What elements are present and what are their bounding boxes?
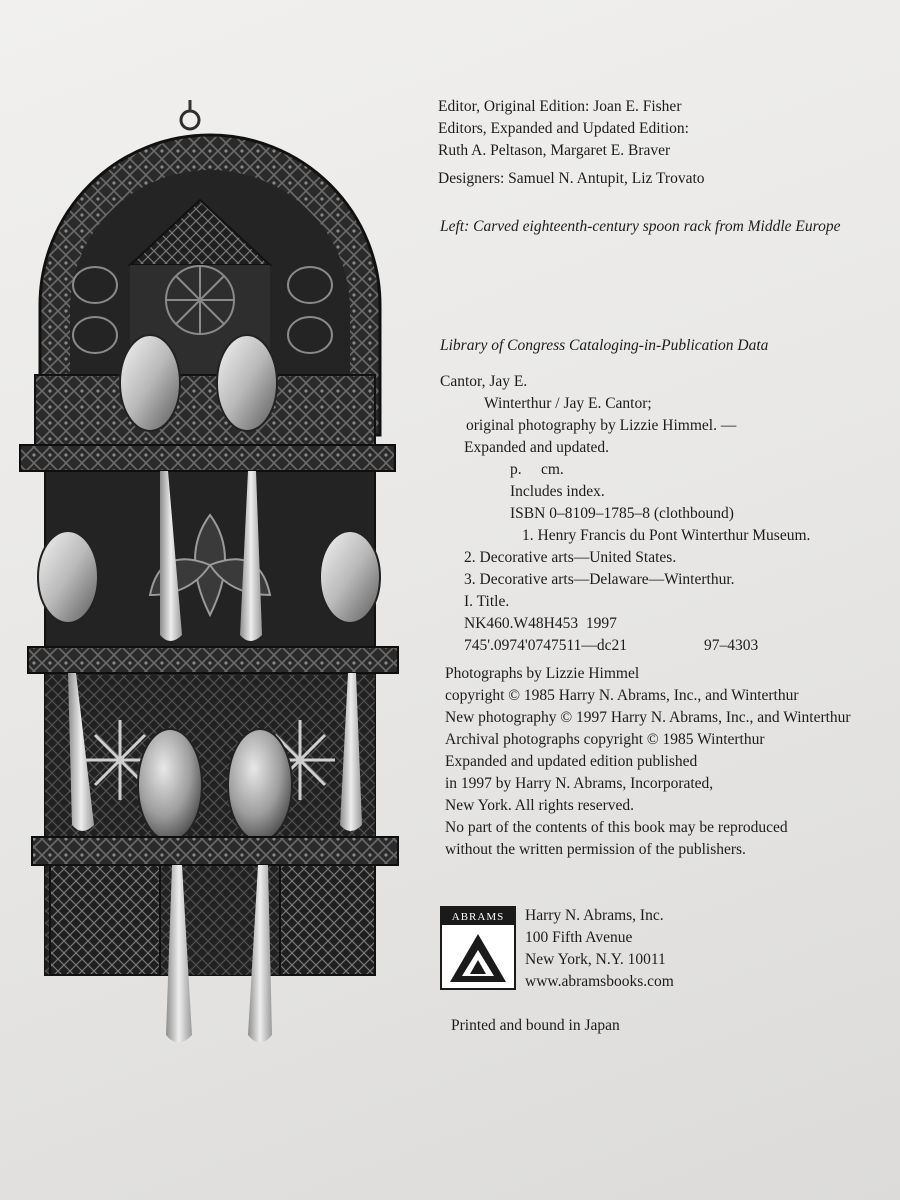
cip-line: NK460.W48H453 1997 [464, 615, 617, 632]
rights-line: No part of the contents of this book may be reproduced [445, 819, 788, 836]
cip-data-block [440, 371, 810, 657]
cip-line: Cantor, Jay E. [440, 373, 528, 390]
cip-line: I. Title. [464, 593, 510, 610]
abrams-logo [440, 906, 516, 990]
rights-line: Archival photographs copyright © 1985 Winterthur [445, 731, 765, 748]
cip-line: Winterthur / Jay E. Cantor; [484, 395, 652, 412]
rights-line: Photographs by Lizzie Himmel [445, 665, 640, 682]
spoon-rack-photo [10, 95, 410, 1055]
rights-line: copyright © 1985 Harry N. Abrams, Inc., and Winterthur [445, 687, 799, 704]
abrams-logo-text: ABRAMS [451, 911, 505, 923]
cip-line: 1. Henry Francis du Pont Winterthur Museum. [522, 527, 811, 544]
cip-line: 3. Decorative arts—Delaware—Winterthur. [464, 571, 735, 588]
cip-lc-line [440, 635, 810, 657]
editors-expanded-label: Editors, Expanded and Updated Edition: [438, 120, 689, 137]
rights-line: New photography © 1997 Harry N. Abrams, Inc., and Winterthur [445, 709, 851, 726]
rights-block [445, 663, 851, 861]
editors-expanded-names: Ruth A. Peltason, Margaret E. Braver [438, 142, 671, 159]
cip-line: p. cm. [510, 461, 564, 478]
cip-line: original photography by Lizzie Himmel. — [466, 417, 737, 434]
publisher-address [525, 905, 674, 993]
editor-original-edition: Editor, Original Edition: Joan E. Fisher [438, 98, 682, 115]
rights-line: in 1997 by Harry N. Abrams, Incorporated, [445, 775, 714, 792]
rights-line: without the written permission of the publishers. [445, 841, 746, 858]
designers-line: Designers: Samuel N. Antupit, Liz Trovato [438, 170, 705, 187]
rights-line: New York. All rights reserved. [445, 797, 634, 814]
publisher-website: www.abramsbooks.com [525, 973, 674, 990]
lc-class-number: 745'.0974'0747511—dc21 [464, 637, 628, 654]
publisher-line: 100 Fifth Avenue [525, 929, 633, 946]
cip-line: Expanded and updated. [464, 439, 610, 456]
publisher-line: Harry N. Abrams, Inc. [525, 907, 664, 924]
publisher-line: New York, N.Y. 10011 [525, 951, 666, 968]
printed-in: Printed and bound in Japan [451, 1017, 620, 1034]
rights-line: Expanded and updated edition published [445, 753, 698, 770]
cip-line: ISBN 0–8109–1785–8 (clothbound) [510, 505, 734, 522]
cip-line: 2. Decorative arts—United States. [464, 549, 677, 566]
photo-caption: Left: Carved eighteenth-century spoon rack from Middle Europe [440, 218, 841, 235]
cip-line: Includes index. [510, 483, 605, 500]
credits-block [438, 96, 705, 190]
cip-title: Library of Congress Cataloging-in-Publication Data [440, 337, 769, 354]
lc-control-number: 97–4303 [704, 637, 759, 654]
